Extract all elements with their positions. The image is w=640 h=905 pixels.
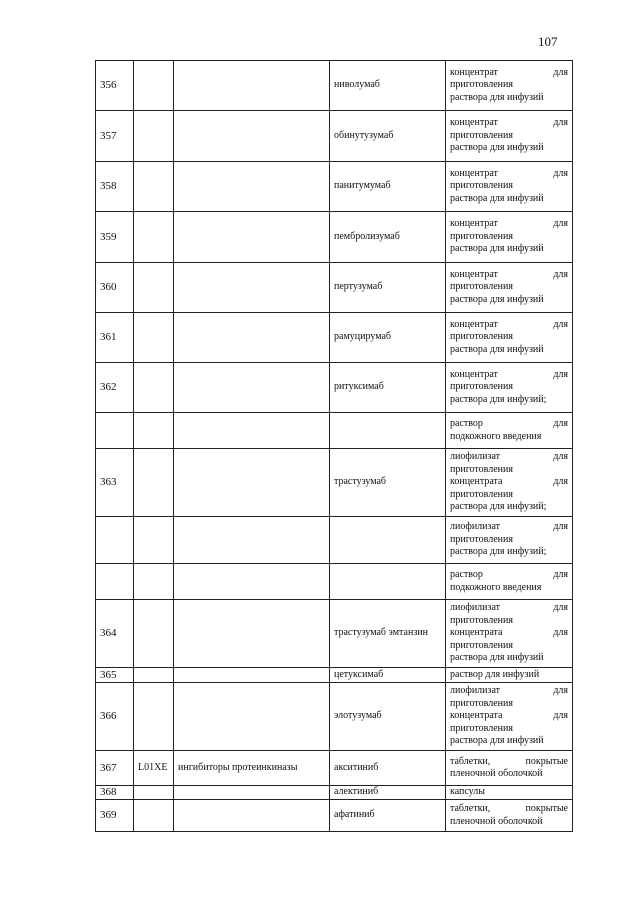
dosage-form-line — [450, 394, 568, 407]
row-number: 357 — [96, 111, 134, 162]
drug-name: алектиниб — [330, 786, 446, 800]
dosage-form-word: приготовления — [450, 614, 513, 626]
dosage-form-word: концентрат — [450, 117, 498, 129]
dosage-form — [446, 600, 573, 668]
dosage-form-word: концентрат — [450, 167, 498, 179]
dosage-form-word: для — [553, 476, 568, 488]
table-row — [96, 564, 573, 600]
pharm-group — [174, 800, 330, 832]
dosage-form — [446, 111, 573, 162]
dosage-form-word: раствора для инфузий — [450, 91, 544, 103]
table-row — [96, 800, 573, 832]
dosage-form-word: лиофилизат — [450, 602, 501, 614]
dosage-form-word: концентрат — [450, 218, 498, 230]
row-number: 363 — [96, 449, 134, 517]
dosage-form-line — [450, 627, 568, 640]
drug-name: рамуцирумаб — [330, 313, 446, 363]
dosage-form — [446, 517, 573, 564]
drug-name: афатиниб — [330, 800, 446, 832]
dosage-form-word: концентрата — [450, 710, 503, 722]
dosage-form-word: раствор — [450, 418, 483, 429]
dosage-form-line — [450, 640, 568, 653]
dosage-form-word: таблетки, — [450, 803, 491, 814]
drug-table — [95, 60, 573, 832]
pharm-group — [174, 61, 330, 111]
dosage-form-word: приготовления — [450, 381, 513, 393]
dosage-form-line — [450, 294, 568, 307]
dosage-form-line — [450, 768, 568, 781]
dosage-form-line — [450, 117, 568, 130]
pharm-group — [174, 413, 330, 449]
dosage-form-word: концентрат — [450, 66, 498, 78]
dosage-form-line — [450, 501, 568, 514]
row-number: 358 — [96, 162, 134, 212]
dosage-form-word: пленочной оболочкой — [450, 768, 543, 779]
dosage-form-line — [450, 735, 568, 748]
pharm-group — [174, 111, 330, 162]
dosage-form-line — [450, 652, 568, 665]
table-row — [96, 313, 573, 363]
dosage-form-word: концентрата — [450, 476, 503, 488]
dosage-form-word: для — [553, 602, 568, 614]
pharm-group: ингибиторы протеинкиназы — [174, 751, 330, 786]
table-row — [96, 413, 573, 449]
dosage-form-word: раствора для инфузий — [450, 735, 544, 747]
table-row — [96, 363, 573, 413]
pharm-group — [174, 786, 330, 800]
dosage-form-word: для — [553, 268, 568, 280]
drug-name: панитумумаб — [330, 162, 446, 212]
table-row — [96, 449, 573, 517]
dosage-form-line — [450, 816, 568, 829]
dosage-form-line — [450, 602, 568, 615]
row-number: 368 — [96, 786, 134, 800]
dosage-form-word: концентрат — [450, 268, 498, 280]
atc-code — [134, 564, 174, 600]
drug-name — [330, 517, 446, 564]
table-row — [96, 263, 573, 313]
dosage-form-word: раствора для инфузий; — [450, 546, 547, 558]
row-number: 364 — [96, 600, 134, 668]
dosage-form — [446, 668, 573, 683]
pharm-group — [174, 212, 330, 263]
row-number: 369 — [96, 800, 134, 832]
drug-name — [330, 564, 446, 600]
pharm-group — [174, 162, 330, 212]
dosage-form-word: для — [553, 710, 568, 722]
dosage-form-word: лиофилизат — [450, 521, 501, 533]
dosage-form-line — [450, 193, 568, 206]
drug-name: пертузумаб — [330, 263, 446, 313]
atc-code — [134, 786, 174, 800]
atc-code — [134, 162, 174, 212]
dosage-form-word: раствора для инфузий — [450, 192, 544, 204]
dosage-form — [446, 683, 573, 751]
dosage-form — [446, 751, 573, 786]
dosage-form-word: раствора для инфузий; — [450, 393, 547, 405]
drug-name: элотузумаб — [330, 683, 446, 751]
dosage-form-word: раствора для инфузий — [450, 343, 544, 355]
dosage-form-word: приготовления — [450, 722, 513, 734]
table-row — [96, 212, 573, 263]
atc-code — [134, 413, 174, 449]
dosage-form-word: приготовления — [450, 230, 513, 242]
dosage-form-line — [450, 331, 568, 344]
dosage-form-line — [450, 534, 568, 547]
drug-name: трастузумаб эмтанзин — [330, 600, 446, 668]
dosage-form-line — [450, 476, 568, 489]
dosage-form-word: лиофилизат — [450, 451, 501, 463]
dosage-form-word: для — [553, 167, 568, 179]
dosage-form-word: раствора для инфузий — [450, 652, 544, 664]
dosage-form-line — [450, 79, 568, 92]
drug-name: трастузумаб — [330, 449, 446, 517]
row-number: 362 — [96, 363, 134, 413]
dosage-form-line — [450, 369, 568, 382]
dosage-form-word: приготовления — [450, 129, 513, 141]
atc-code — [134, 61, 174, 111]
dosage-form-line — [450, 130, 568, 143]
table-row — [96, 683, 573, 751]
drug-name: пембролизумаб — [330, 212, 446, 263]
dosage-form — [446, 564, 573, 600]
dosage-form-line — [450, 582, 568, 595]
dosage-form-word: подкожного введения — [450, 430, 542, 442]
table-row — [96, 517, 573, 564]
atc-code — [134, 517, 174, 564]
dosage-form-word: приготовления — [450, 331, 513, 343]
table-row — [96, 111, 573, 162]
dosage-form-line — [450, 431, 568, 444]
dosage-form-line — [450, 243, 568, 256]
dosage-form-line — [450, 142, 568, 155]
dosage-form-line — [450, 344, 568, 357]
dosage-form-word: подкожного введения — [450, 581, 542, 593]
dosage-form — [446, 61, 573, 111]
dosage-form-line — [450, 451, 568, 464]
dosage-form-word: концентрата — [450, 627, 503, 639]
dosage-form-line — [450, 756, 568, 769]
dosage-form-word: раствора для инфузий — [450, 142, 544, 154]
atc-code — [134, 313, 174, 363]
dosage-form-line — [450, 92, 568, 105]
dosage-form-word: таблетки, — [450, 755, 491, 767]
pharm-group — [174, 668, 330, 683]
dosage-form — [446, 786, 573, 800]
dosage-form — [446, 313, 573, 363]
table-row — [96, 786, 573, 800]
atc-code — [134, 111, 174, 162]
dosage-form-line — [450, 723, 568, 736]
pharm-group — [174, 313, 330, 363]
dosage-form-word: приготовления — [450, 79, 513, 91]
dosage-form-line — [450, 698, 568, 711]
row-number: 367 — [96, 751, 134, 786]
drug-name: обинутузумаб — [330, 111, 446, 162]
table-row — [96, 751, 573, 786]
row-number: 366 — [96, 683, 134, 751]
dosage-form-line — [450, 180, 568, 193]
dosage-form — [446, 162, 573, 212]
drug-name: ниволумаб — [330, 61, 446, 111]
pharm-group — [174, 363, 330, 413]
dosage-form-line — [450, 710, 568, 723]
dosage-form-word: концентрат — [450, 368, 498, 380]
dosage-form-word: для — [553, 451, 568, 463]
dosage-form-line — [450, 546, 568, 559]
dosage-form-word: концентрат — [450, 318, 498, 330]
dosage-form-word: для — [553, 521, 568, 533]
dosage-form-word: раствора для инфузий — [450, 243, 544, 255]
dosage-form-word: для — [553, 318, 568, 330]
table-row — [96, 61, 573, 111]
atc-code — [134, 263, 174, 313]
dosage-form-word: приготовления — [450, 697, 513, 709]
atc-code — [134, 683, 174, 751]
dosage-form-word: для — [553, 66, 568, 78]
dosage-form-word: лиофилизат — [450, 685, 501, 697]
atc-code — [134, 363, 174, 413]
pharm-group — [174, 517, 330, 564]
pharm-group — [174, 683, 330, 751]
dosage-form-word: для — [553, 218, 568, 230]
table-row — [96, 162, 573, 212]
dosage-form-word: приготовления — [450, 180, 513, 192]
row-number: 361 — [96, 313, 134, 363]
page-number: 107 — [538, 34, 558, 49]
dosage-form-word: пленочной оболочкой — [450, 815, 543, 827]
dosage-form-word: капсулы — [450, 786, 485, 798]
atc-code: L01XE — [134, 751, 174, 786]
dosage-form-word: раствора для инфузий; — [450, 501, 547, 513]
atc-code — [134, 800, 174, 832]
dosage-form — [446, 800, 573, 832]
atc-code — [134, 668, 174, 683]
pharm-group — [174, 600, 330, 668]
dosage-form-word: покрытые — [525, 755, 568, 767]
drug-name: цетуксимаб — [330, 668, 446, 683]
atc-code — [134, 600, 174, 668]
drug-name: акситиниб — [330, 751, 446, 786]
dosage-form-word: для — [553, 117, 568, 129]
row-number — [96, 517, 134, 564]
dosage-form-word: приготовления — [450, 639, 513, 651]
dosage-form-line — [450, 319, 568, 332]
dosage-form-line — [450, 418, 568, 431]
row-number — [96, 564, 134, 600]
dosage-form — [446, 363, 573, 413]
dosage-form — [446, 413, 573, 449]
dosage-form-line — [450, 231, 568, 244]
pharm-group — [174, 564, 330, 600]
dosage-form-line — [450, 281, 568, 294]
dosage-form-word: приготовления — [450, 281, 513, 293]
dosage-form-word: для — [553, 627, 568, 639]
dosage-form-line — [450, 269, 568, 282]
dosage-form-word: для — [553, 569, 568, 580]
row-number — [96, 413, 134, 449]
dosage-form-line — [450, 685, 568, 698]
dosage-form-word: для — [553, 368, 568, 380]
table-row — [96, 600, 573, 668]
dosage-form-line — [450, 615, 568, 628]
dosage-form-line — [450, 803, 568, 816]
drug-name: ритуксимаб — [330, 363, 446, 413]
dosage-form — [446, 449, 573, 517]
table-row — [96, 668, 573, 683]
row-number: 356 — [96, 61, 134, 111]
dosage-form-word: приготовления — [450, 488, 513, 500]
dosage-form-line — [450, 569, 568, 582]
dosage-form-line — [450, 168, 568, 181]
dosage-form-line — [450, 218, 568, 231]
dosage-form-line — [450, 786, 568, 799]
dosage-form-word: покрытые — [525, 803, 568, 814]
dosage-form-word: раствор для инфузий — [450, 668, 540, 680]
row-number: 359 — [96, 212, 134, 263]
dosage-form-word: раствора для инфузий — [450, 293, 544, 305]
dosage-form-line — [450, 67, 568, 80]
drug-name — [330, 413, 446, 449]
pharm-group — [174, 263, 330, 313]
pharm-group — [174, 449, 330, 517]
dosage-form-line — [450, 381, 568, 394]
dosage-form-word: для — [553, 418, 568, 429]
atc-code — [134, 212, 174, 263]
dosage-form-word: раствор — [450, 569, 483, 580]
dosage-form — [446, 212, 573, 263]
dosage-form-line — [450, 489, 568, 502]
dosage-form-word: для — [553, 685, 568, 697]
dosage-form — [446, 263, 573, 313]
dosage-form-line — [450, 464, 568, 477]
dosage-form-line — [450, 521, 568, 534]
row-number: 365 — [96, 668, 134, 683]
dosage-form-word: приготовления — [450, 463, 513, 475]
row-number: 360 — [96, 263, 134, 313]
dosage-form-word: приготовления — [450, 533, 513, 545]
dosage-form-line — [450, 669, 568, 682]
atc-code — [134, 449, 174, 517]
